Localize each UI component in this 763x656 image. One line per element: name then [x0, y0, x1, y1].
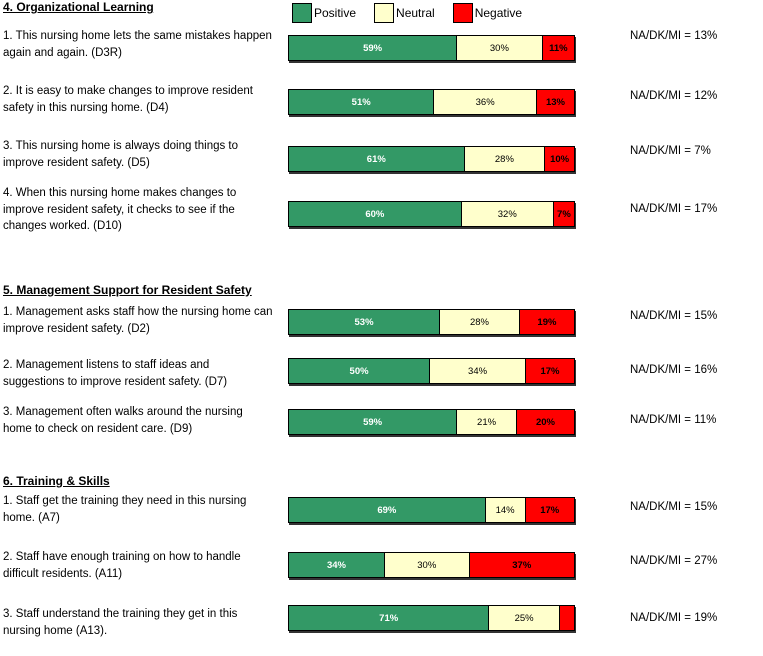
bar-segment-positive: 69%	[289, 498, 486, 522]
stacked-bar	[288, 605, 575, 631]
bar-segment-negative: 20%	[517, 410, 574, 434]
bar-segment-neutral: 30%	[385, 553, 470, 577]
bar-segment-neutral: 28%	[465, 147, 546, 171]
bar-segment-positive: 59%	[289, 410, 457, 434]
bar-segment-neutral: 21%	[457, 410, 517, 434]
stacked-bar	[288, 552, 575, 578]
na-dk-mi-label: NA/DK/MI = 16%	[630, 364, 718, 376]
legend-swatch	[453, 3, 473, 23]
na-dk-mi-label: NA/DK/MI = 11%	[630, 414, 717, 426]
bar-segment-positive: 71%	[289, 606, 489, 630]
bar-segment-neutral: 25%	[489, 606, 560, 630]
stacked-bar	[288, 89, 575, 115]
legend-item-neutral	[374, 3, 435, 23]
bar-segment-negative: 17%	[526, 498, 574, 522]
na-dk-mi-label: NA/DK/MI = 12%	[630, 90, 718, 102]
legend-item-negative	[453, 3, 522, 23]
legend-swatch	[374, 3, 394, 23]
bar-segment-neutral: 32%	[462, 202, 554, 226]
question-text: 1. Staff get the training they need in this nursing home. (A7)	[3, 495, 247, 524]
stacked-bar	[288, 409, 575, 435]
na-dk-mi-label: NA/DK/MI = 15%	[630, 310, 718, 322]
legend-swatch	[292, 3, 312, 23]
legend-label: Neutral	[396, 6, 435, 20]
stacked-bar	[288, 35, 575, 61]
section-title: 6. Training & Skills	[3, 474, 110, 488]
stacked-bar	[288, 146, 575, 172]
bar-segment-positive: 50%	[289, 359, 430, 383]
bar-segment-positive: 34%	[289, 553, 385, 577]
bar-segment-positive: 60%	[289, 202, 462, 226]
bar-segment-positive: 59%	[289, 36, 457, 60]
na-dk-mi-label: NA/DK/MI = 17%	[630, 203, 718, 215]
na-dk-mi-label: NA/DK/MI = 19%	[630, 612, 718, 624]
bar-segment-positive: 61%	[289, 147, 465, 171]
legend-label: Positive	[314, 6, 357, 20]
bar-segment-positive: 53%	[289, 310, 440, 334]
na-dk-mi-label: NA/DK/MI = 15%	[630, 501, 718, 513]
bar-segment-negative: 13%	[537, 90, 574, 114]
na-dk-mi-label: NA/DK/MI = 27%	[630, 555, 718, 567]
bar-segment-neutral: 14%	[486, 498, 526, 522]
na-dk-mi-label: NA/DK/MI = 13%	[630, 30, 718, 42]
question-text: 3. Staff understand the training they get in this nursing home (A13).	[3, 608, 238, 637]
bar-segment-negative: 11%	[543, 36, 574, 60]
stacked-bar	[288, 358, 575, 384]
bar-segment-negative: 19%	[520, 310, 574, 334]
question-text: 1. This nursing home lets the same mistakes happen again and again. (D3R)	[3, 30, 272, 59]
question-text: 3. Management often walks around the nursing home to check on resident care. (D9)	[3, 406, 243, 435]
bar-segment-neutral: 30%	[457, 36, 543, 60]
bar-segment-negative: 17%	[526, 359, 574, 383]
legend-label: Negative	[474, 6, 523, 20]
bar-segment-neutral: 36%	[434, 90, 537, 114]
question-text: 2. Staff have enough training on how to handle difficult residents. (A11)	[3, 551, 241, 580]
bar-segment-negative	[560, 606, 574, 630]
legend	[292, 3, 540, 23]
bar-segment-neutral: 28%	[440, 310, 520, 334]
stacked-bar	[288, 309, 575, 335]
stacked-bar	[288, 497, 575, 523]
bar-segment-positive: 51%	[289, 90, 434, 114]
question-text: 3. This nursing home is always doing things to improve resident safety. (D5)	[3, 140, 239, 169]
question-text: 1. Management asks staff how the nursing home can improve resident safety. (D2)	[3, 306, 273, 335]
bar-segment-neutral: 34%	[430, 359, 526, 383]
question-text: 4. When this nursing home makes changes to improve resident safety, it checks to see if the changes worked. (D10)	[3, 187, 237, 232]
question-text: 2. It is easy to make changes to improve resident safety in this nursing home. (D4)	[3, 85, 253, 114]
bar-segment-negative: 10%	[545, 147, 574, 171]
section-title: 5. Management Support for Resident Safety	[3, 283, 252, 297]
bar-segment-negative: 7%	[554, 202, 574, 226]
bar-segment-negative: 37%	[470, 553, 574, 577]
question-text: 2. Management listens to staff ideas and suggestions to improve resident safety. (D7)	[3, 359, 228, 388]
stacked-bar	[288, 201, 575, 227]
na-dk-mi-label: NA/DK/MI = 7%	[630, 145, 711, 157]
legend-item-positive	[292, 3, 356, 23]
section-title: 4. Organizational Learning	[3, 0, 154, 14]
